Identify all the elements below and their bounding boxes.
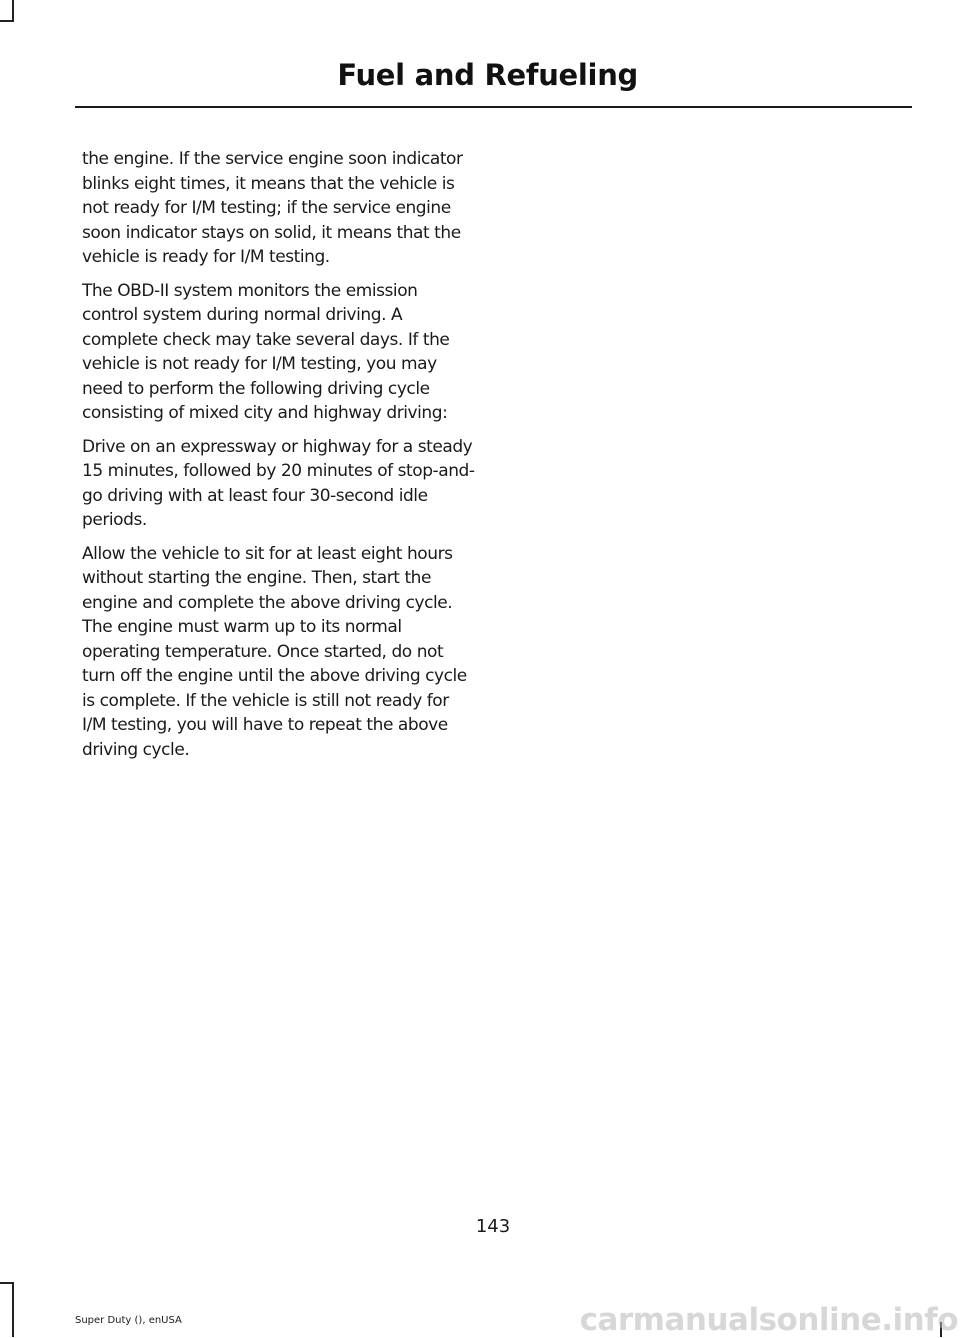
crop-mark-top-left-vertical — [12, 0, 14, 22]
crop-mark-bottom-left-vertical — [12, 1282, 14, 1337]
edition-label: Super Duty (), enUSA — [75, 1315, 182, 1326]
watermark: carmanualsonline.info — [579, 1302, 958, 1338]
body-text-column — [82, 147, 477, 771]
paragraph: The OBD-II system monitors the emission control system during normal driving. A complete check may take several days. If the vehicle is not ready for I/M testing, you may need to perform the following driving cycle consisting of mixed city and highway driving: — [82, 280, 450, 423]
page-number: 143 — [475, 1216, 511, 1237]
paragraph: Allow the vehicle to sit for at least eight hours without starting the engine. Then, start the engine and complete the above driving cycle. The engine must warm up to its normal operating temperature. Once started, do not turn off the engine until the above driving cycle is complete. If the vehicle is still not ready for I/M testing, you will have to repeat the above driving cycle. — [82, 543, 467, 760]
paragraph: the engine. If the service engine soon indicator blinks eight times, it means that the vehicle is not ready for I/M testing; if the service engine soon indicator stays on solid, it means that the vehicle is ready for I/M testing. — [82, 149, 463, 267]
crop-mark-top-left-horizontal — [0, 20, 14, 22]
header-divider — [75, 106, 912, 108]
paragraph: Drive on an expressway or highway for a steady 15 minutes, followed by 20 minutes of stop-and-go driving with at least four 30-second idle periods. — [82, 436, 475, 530]
crop-mark-bottom-left-horizontal — [0, 1282, 14, 1284]
section-title: Fuel and Refueling — [337, 58, 638, 92]
